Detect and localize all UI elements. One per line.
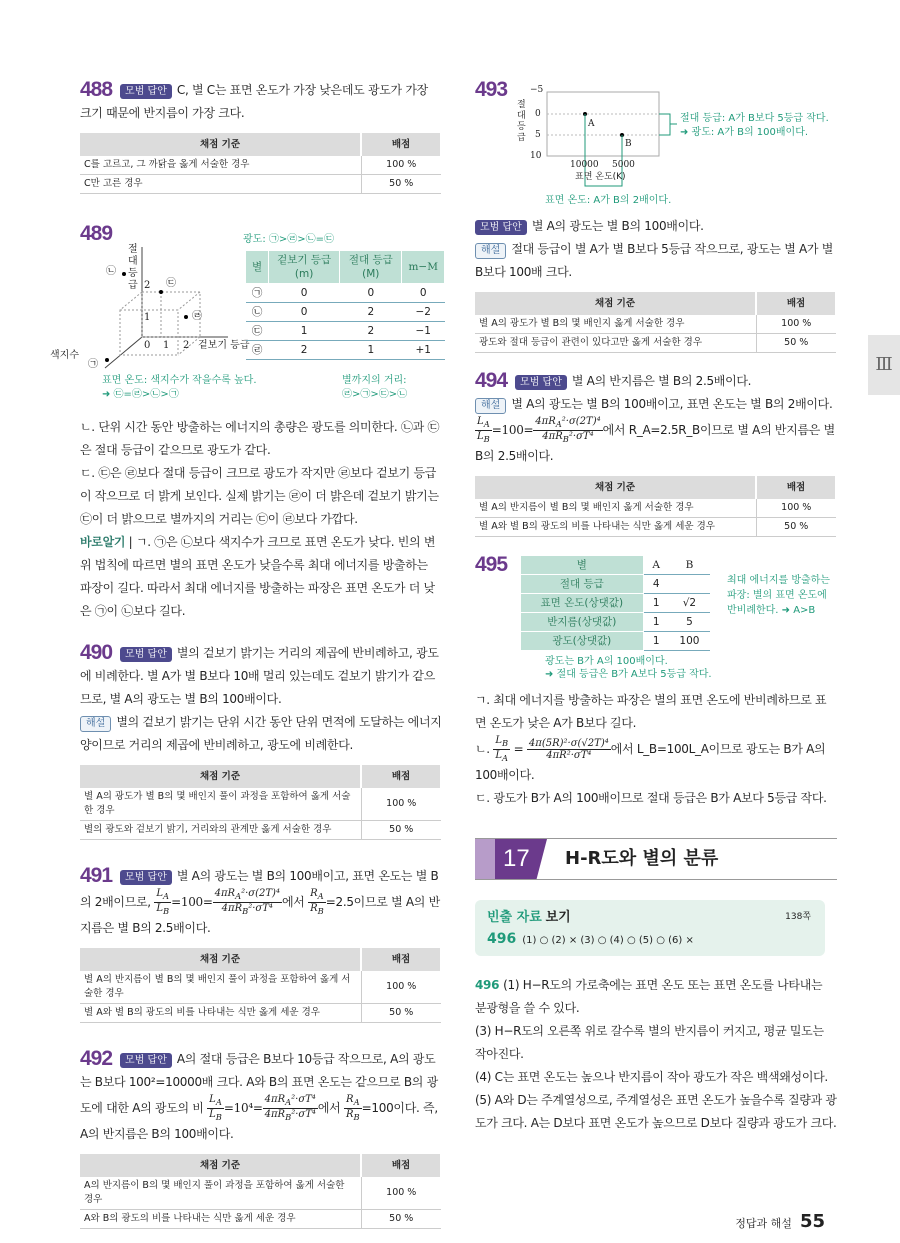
page-ref: 138쪽 bbox=[785, 912, 811, 922]
paragraph: ㄴ. bbox=[475, 742, 490, 756]
tick: 5 bbox=[535, 130, 541, 140]
th: 겉보기 등급(m) bbox=[269, 251, 340, 284]
star-table bbox=[520, 555, 710, 651]
scoring-table bbox=[80, 948, 442, 1023]
td: 0 bbox=[402, 284, 445, 303]
criteria-cell: 별 A와 별 B의 광도의 비를 나타내는 식만 옳게 세운 경우 bbox=[80, 1004, 361, 1023]
answer-text: 별의 겉보기 밝기는 거리의 제곱에 반비례하고, 광도에 비례한다. 별 A가 별 B보다 10배 멀리 있는데도 겉보기 밝기가 같으므로, 별 A의 광도는 별 B의 100배이다. bbox=[80, 646, 439, 706]
score-header: 배점 bbox=[756, 476, 836, 499]
question-number: 489 bbox=[80, 222, 113, 245]
scoring-table bbox=[475, 476, 837, 537]
question-number: 493 bbox=[475, 78, 508, 101]
scoring-table bbox=[80, 1154, 442, 1229]
chapter-accent bbox=[475, 839, 495, 879]
criteria-cell: 별 A의 광도가 별 B의 몇 배인지 풀이 과정을 포함하여 옳게 서술한 경우 bbox=[80, 788, 361, 821]
footer-label: 정답과 해설 bbox=[735, 1217, 792, 1230]
score-cell: 50 % bbox=[756, 518, 836, 537]
criteria-cell: 별 A의 반지름이 별 B의 몇 배인지 풀이 과정을 포함하여 옳게 서술한 경우 bbox=[80, 971, 361, 1004]
scoring-table bbox=[80, 133, 442, 194]
q495 bbox=[475, 553, 837, 685]
td: 0 bbox=[269, 303, 340, 322]
td: 4 bbox=[643, 575, 669, 594]
score-cell: 50 % bbox=[756, 334, 836, 353]
question-number: 495 bbox=[475, 553, 508, 576]
criteria-cell: C를 고르고, 그 까닭을 옳게 서술한 경우 bbox=[80, 156, 361, 175]
chapter-title: H-R도와 별의 분류 bbox=[565, 848, 719, 869]
criteria-cell: 별 A의 광도가 별 B의 몇 배인지 옳게 서술한 경우 bbox=[475, 315, 756, 334]
model-answer-badge: 모범 답안 bbox=[120, 1053, 172, 1068]
answer-text: =2.5이므로 별 A의 반지름은 별 B의 2.5배이다. bbox=[80, 895, 440, 935]
answer-text: 별 A의 광도는 별 B의 100배이다. bbox=[531, 219, 704, 233]
chapter-number: 17 bbox=[503, 845, 530, 872]
star-table bbox=[245, 250, 445, 360]
explain-badge: 해설 bbox=[475, 398, 506, 414]
score-cell: 100 % bbox=[361, 1177, 441, 1210]
score-cell: 50 % bbox=[361, 1210, 441, 1229]
page-number: 55 bbox=[799, 1211, 825, 1232]
q493-answer bbox=[475, 215, 837, 353]
point-label: B bbox=[625, 139, 632, 149]
point-3 bbox=[159, 290, 163, 294]
point-2 bbox=[122, 272, 126, 276]
scoring-table bbox=[80, 765, 442, 840]
explain-text: 별 A의 광도는 별 B의 100배이고, 표면 온도는 별 B의 2배이다. bbox=[511, 397, 833, 411]
paragraph: ㄱ. ㉠은 ㉡보다 색지수가 크므로 표면 온도가 낮다. 빈의 변위 법칙에 따르면 별의 표면 온도가 낮을수록 최대 에너지를 방출하는 파장이 길다. 따라서 최대 에너지를 방출하는 파장은 표면 온도가 더 낮은 ㉠이 ㉡보다 길다. bbox=[80, 535, 436, 618]
formula-text: 에서 bbox=[317, 1101, 341, 1115]
q490 bbox=[80, 641, 442, 840]
q489-explanation: ㄴ. 단위 시간 동안 방출하는 에너지의 총량은 광도를 의미한다. ㉡과 ㉢은 절대 등급이 같으므로 광도가 같다. ㄷ. ㉢은 ㉣보다 절대 등급이 크므로 광도가 작지만 ㉣보다 겉보기 등급이 작으므로 더 밝게 보인다. 실제 밝기는 ㉣이 더 밝은데 겉보기 밝기는 ㉢이 더 밝으므로 별까지의 거리는 ㉢이 ㉣보다 가깝다. 바로알기 | ㄱ. ㉠은 ㉡보다 색지수가 크므로 표면 온도가 낮다. 빈의 변위 법칙에 따르면 별의 표면 온도가 낮을수록 최대 에너지를 방출하는 파장이 길다. 따라서 최대 에너지를 방출하는 파장은 표면 온도가 더 낮은 ㉠이 ㉡보다 길다. bbox=[80, 416, 442, 623]
criteria-cell: A와 B의 광도의 비를 나타내는 식만 옳게 세운 경우 bbox=[80, 1210, 361, 1229]
score-cell: 100 % bbox=[756, 499, 836, 518]
criteria-header: 채점 기준 bbox=[475, 292, 756, 315]
td: 100 bbox=[669, 632, 710, 651]
tick: −5 bbox=[530, 85, 544, 95]
tick: 1 bbox=[144, 312, 151, 323]
criteria-cell: A의 반지름이 B의 몇 배인지 풀이 과정을 포함하여 옳게 서술한 경우 bbox=[80, 1177, 361, 1210]
td: 2 bbox=[340, 303, 402, 322]
score-cell: 100 % bbox=[361, 788, 441, 821]
paragraph: ㄷ. ㉢은 ㉣보다 절대 등급이 크므로 광도가 작지만 ㉣보다 겉보기 등급이 작으므로 더 밝게 보인다. 실제 밝기는 ㉣이 더 밝은데 겉보기 밝기는 ㉢이 더 밝으므로 별까지의 거리는 ㉢이 ㉣보다 가깝다. bbox=[80, 466, 439, 526]
explain-text: 별의 겉보기 밝기는 단위 시간 동안 단위 면적에 도달하는 에너지양이므로 거리의 제곱에 반비례하고, 광도에 비례한다. bbox=[80, 715, 442, 752]
score-header: 배점 bbox=[361, 948, 441, 971]
criteria-header: 채점 기준 bbox=[475, 476, 756, 499]
distance-note bbox=[342, 374, 407, 402]
tick: 0 bbox=[535, 109, 541, 119]
y-axis-label: 절대 등급 bbox=[128, 244, 138, 291]
point-label: ㉡ bbox=[106, 266, 116, 277]
th: 광도(상댓값) bbox=[521, 632, 644, 651]
criteria-cell: C만 고른 경우 bbox=[80, 175, 361, 194]
th: m−M bbox=[402, 251, 445, 284]
answer-text: =100이다. 즉, A의 반지름은 B의 100배이다. bbox=[80, 1101, 438, 1141]
chapter-side-tab: Ⅲ bbox=[868, 335, 900, 395]
th: B bbox=[669, 556, 710, 575]
td: 0 bbox=[340, 284, 402, 303]
scoring-table bbox=[475, 292, 837, 353]
answer-text: 별 A의 광도는 별 B의 100배이고, 표면 온도는 별 B의 2배이므로, bbox=[80, 869, 439, 909]
tick: 1 bbox=[163, 340, 170, 351]
td: 2 bbox=[340, 322, 402, 341]
td: 0 bbox=[269, 284, 340, 303]
luminosity-note bbox=[545, 655, 712, 681]
tick: 2 bbox=[144, 280, 151, 291]
td: 1 bbox=[340, 341, 402, 360]
answer-text: A의 절대 등급은 B보다 10등급 작으므로, A의 광도는 B보다 100²=10000배 크다. A와 B의 표면 온도는 같으므로 B의 광도에 대한 A의 광도의 비 bbox=[80, 1052, 438, 1115]
th: 별 bbox=[246, 251, 269, 284]
q493 bbox=[475, 78, 837, 213]
formula: $\frac{L_A}{L_B}$ bbox=[156, 888, 170, 916]
point-4 bbox=[184, 315, 188, 319]
wavelength-note: 최대 에너지를 방출하는 파장: 별의 표면 온도에 반비례한다. ➜ A>B bbox=[727, 575, 830, 616]
criteria-header: 채점 기준 bbox=[80, 948, 361, 971]
3d-graph bbox=[80, 242, 240, 372]
th: A bbox=[643, 556, 669, 575]
note: 광도는 B가 A의 100배이다. bbox=[545, 656, 668, 667]
formula: $\frac{R_A}{R_B}$ bbox=[310, 888, 324, 916]
formula-text: =100= bbox=[491, 423, 534, 437]
td: 1 bbox=[643, 613, 669, 632]
point-1 bbox=[105, 358, 109, 362]
model-answer-badge: 모범 답안 bbox=[120, 870, 172, 885]
note: 표면 온도: 색지수가 작을수록 높다. bbox=[102, 375, 257, 386]
model-answer-badge: 모범 답안 bbox=[475, 220, 527, 235]
td: ㉣ bbox=[246, 341, 269, 360]
item: (4) C는 표면 온도는 높으나 반지름이 작아 광도가 작은 백색왜성이다. bbox=[475, 1070, 828, 1084]
score-cell: 50 % bbox=[361, 821, 441, 840]
point-label: A bbox=[588, 119, 595, 129]
x-axis-label: 표면 온도(K) bbox=[575, 172, 626, 182]
surface-temp-note bbox=[102, 374, 257, 402]
formula: $\frac{L_A}{L_B}$ bbox=[209, 1094, 222, 1122]
score-header: 배점 bbox=[361, 765, 441, 788]
z-axis-label: 색지수 bbox=[50, 350, 79, 361]
td: ㉠ bbox=[246, 284, 269, 303]
q489 bbox=[50, 222, 442, 408]
model-answer-badge: 모범 답안 bbox=[120, 84, 172, 99]
q491 bbox=[80, 864, 442, 1023]
score-header: 배점 bbox=[361, 133, 441, 156]
td: 5 bbox=[669, 613, 710, 632]
explain-text: 절대 등급이 별 A가 별 B보다 5등급 작으므로, 광도는 별 A가 별 B보다 100배 크다. bbox=[475, 242, 834, 279]
td: 2 bbox=[269, 341, 340, 360]
tick: 10000 bbox=[570, 160, 599, 170]
x-axis-label: 겉보기 등급 bbox=[198, 340, 250, 351]
score-cell: 100 % bbox=[756, 315, 836, 334]
td: √2 bbox=[669, 594, 710, 613]
criteria-cell: 별 A와 별 B의 광도의 비를 나타내는 식만 옳게 세운 경우 bbox=[475, 518, 756, 537]
answers: (1) ○ (2) × (3) ○ (4) ○ (5) ○ (6) × bbox=[522, 935, 694, 946]
td: −2 bbox=[402, 303, 445, 322]
question-number: 488 bbox=[80, 78, 113, 101]
point-label: ㉣ bbox=[192, 311, 202, 322]
formula: $\frac{L_B}{L_A}$ bbox=[495, 735, 509, 763]
criteria-header: 채점 기준 bbox=[80, 133, 361, 156]
formula: $\frac{L_A}{L_B}$ bbox=[477, 416, 490, 444]
q496 bbox=[475, 974, 837, 1135]
formula: $\frac{R_A}{R_B}$ bbox=[346, 1094, 360, 1122]
item: (1) H−R도의 가로축에는 표면 온도 또는 표면 온도를 나타내는 분광형을 쓸 수 있다. bbox=[475, 978, 823, 1015]
left-column bbox=[50, 78, 442, 1229]
note: 절대 등급: A가 B보다 5등급 작다. bbox=[680, 113, 829, 124]
explain-text: 에서 R_A=2.5R_B이므로 별 A의 반지름은 별 B의 2.5배이다. bbox=[475, 423, 835, 463]
chapter-header bbox=[475, 838, 837, 880]
question-number: 496 bbox=[487, 931, 517, 947]
formula-text: =10⁴= bbox=[223, 1101, 263, 1115]
question-number: 491 bbox=[80, 864, 113, 887]
explain-badge: 해설 bbox=[80, 716, 111, 732]
point-label: ㉠ bbox=[88, 359, 98, 370]
td: ㉢ bbox=[246, 322, 269, 341]
frequent-data-box bbox=[475, 900, 825, 956]
item: (3) H−R도의 오른쪽 위로 갈수록 별의 반지름이 커지고, 평균 밀도는 작아진다. bbox=[475, 1024, 824, 1061]
paragraph: ㄱ. 최대 에너지를 방출하는 파장은 별의 표면 온도에 반비례하므로 표면 온도가 낮은 A가 B보다 길다. bbox=[475, 693, 827, 730]
paragraph: ㄴ. 단위 시간 동안 방출하는 에너지의 총량은 광도를 의미한다. ㉡과 ㉢은 절대 등급이 같으므로 광도가 같다. bbox=[80, 420, 440, 457]
criteria-header: 채점 기준 bbox=[80, 765, 361, 788]
score-header: 배점 bbox=[361, 1154, 441, 1177]
note: ㉣>㉠>㉢>㉡ bbox=[342, 389, 408, 400]
formula: $\frac{\text{4π(5R)²·σ(√2T)⁴}}{\text{4πR²·σT⁴}}$ bbox=[528, 738, 609, 761]
tick: 10 bbox=[530, 151, 542, 161]
note: ➜ 광도: A가 B의 100배이다. bbox=[680, 127, 809, 138]
score-cell: 50 % bbox=[361, 175, 441, 194]
correction-label: 바로알기 bbox=[80, 535, 126, 549]
th: 표면 온도(상댓값) bbox=[521, 594, 644, 613]
tick: 0 bbox=[144, 340, 151, 351]
formula: $\frac{4\pi R_A^2\cdot\sigma(2T)^4}{4\pi R_B^2\cdot\sigma T^4}$ bbox=[535, 416, 601, 444]
score-cell: 100 % bbox=[361, 971, 441, 1004]
q495-explanation: ㄱ. 최대 에너지를 방출하는 파장은 별의 표면 온도에 반비례하므로 표면 온도가 낮은 A가 B보다 길다. ㄴ. $\frac{L_B}{L_A}$ = $\frac{\text{4π(5R)²·σ(√2T)⁴}}{\text{4πR²·σT⁴}}$ 에서 L_B=100L_A이므로 광도는 B가 A의 100배이다. ㄷ. 광도가 B가 A의 100배이므로 절대 등급은 B가 A보다 5등급 작다. bbox=[475, 689, 837, 810]
paragraph: ㄷ. 광도가 B가 A의 100배이므로 절대 등급은 B가 A보다 5등급 작다. bbox=[475, 791, 827, 805]
formula-text: 에서 bbox=[281, 895, 305, 909]
tick: 2 bbox=[183, 340, 190, 351]
td: +1 bbox=[402, 341, 445, 360]
th: 별 bbox=[521, 556, 644, 575]
q488 bbox=[80, 78, 442, 194]
paragraph: 에서 L_B=100L_A이므로 광도는 B가 A의 100배이다. bbox=[475, 742, 826, 782]
note: 별까지의 거리: bbox=[342, 375, 407, 386]
tick: 5000 bbox=[612, 160, 635, 170]
explain-badge: 해설 bbox=[475, 243, 506, 259]
question-number: 496 bbox=[475, 978, 500, 992]
td: 1 bbox=[269, 322, 340, 341]
td bbox=[669, 575, 710, 594]
answer-text: 별 A의 반지름은 별 B의 2.5배이다. bbox=[571, 374, 752, 388]
formula: $\frac{4\pi R_A^2\cdot\sigma T^4}{4\pi R_B^2\cdot\sigma T^4}$ bbox=[264, 1094, 316, 1122]
footer bbox=[735, 1210, 825, 1236]
answer-text: C, 별 C는 표면 온도가 가장 낮은데도 광도가 가장 크기 때문에 반지름이 가장 크다. bbox=[80, 83, 428, 120]
formula: $\frac{4\pi R_A^2\cdot\sigma(2T)^4}{4\pi R_B^2\cdot\sigma T^4}$ bbox=[214, 888, 280, 916]
td: 1 bbox=[643, 594, 669, 613]
td: ㉡ bbox=[246, 303, 269, 322]
note: ➜ 절대 등급은 B가 A보다 5등급 작다. bbox=[545, 669, 712, 680]
score-header: 배점 bbox=[756, 292, 836, 315]
th: 절대 등급(M) bbox=[340, 251, 402, 284]
td: 1 bbox=[643, 632, 669, 651]
question-number: 492 bbox=[80, 1047, 113, 1070]
criteria-cell: 광도와 절대 등급이 관련이 있다고만 옳게 서술한 경우 bbox=[475, 334, 756, 353]
th: 반지름(상댓값) bbox=[521, 613, 644, 632]
luminosity-note: 광도: ㉠>㉣>㉡=㉢ bbox=[243, 234, 335, 245]
magnitude-note bbox=[680, 112, 829, 140]
box-title: 보기 bbox=[545, 910, 571, 925]
question-number: 494 bbox=[475, 369, 508, 392]
model-answer-badge: 모범 답안 bbox=[515, 375, 567, 390]
criteria-header: 채점 기준 bbox=[80, 1154, 361, 1177]
criteria-cell: 별 A의 반지름이 별 B의 몇 배인지 옳게 서술한 경우 bbox=[475, 499, 756, 518]
point-label: ㉢ bbox=[166, 278, 176, 289]
td: −1 bbox=[402, 322, 445, 341]
right-column bbox=[475, 78, 837, 1135]
criteria-cell: 별의 광도와 겉보기 밝기, 거리와의 관계만 옳게 서술한 경우 bbox=[80, 821, 361, 840]
item: (5) A와 D는 주계열성으로, 주계열성은 표면 온도가 높을수록 질량과 광도가 크다. A는 D보다 표면 온도가 높으므로 D보다 질량과 광도가 크다. bbox=[475, 1093, 837, 1130]
score-cell: 50 % bbox=[361, 1004, 441, 1023]
note: ➜ ㉢=㉣>㉡>㉠ bbox=[102, 389, 179, 400]
y-axis-label: 절대 등급 bbox=[517, 100, 526, 143]
q492 bbox=[80, 1047, 442, 1229]
temp-note: 표면 온도: A가 B의 2배이다. bbox=[545, 195, 672, 206]
formula-text: =100= bbox=[171, 895, 213, 909]
model-answer-badge: 모범 답안 bbox=[120, 647, 172, 662]
th: 절대 등급 bbox=[521, 575, 644, 594]
score-cell: 100 % bbox=[361, 156, 441, 175]
question-number: 490 bbox=[80, 641, 113, 664]
box-title: 빈출 자료 bbox=[487, 910, 542, 925]
q494 bbox=[475, 369, 837, 537]
